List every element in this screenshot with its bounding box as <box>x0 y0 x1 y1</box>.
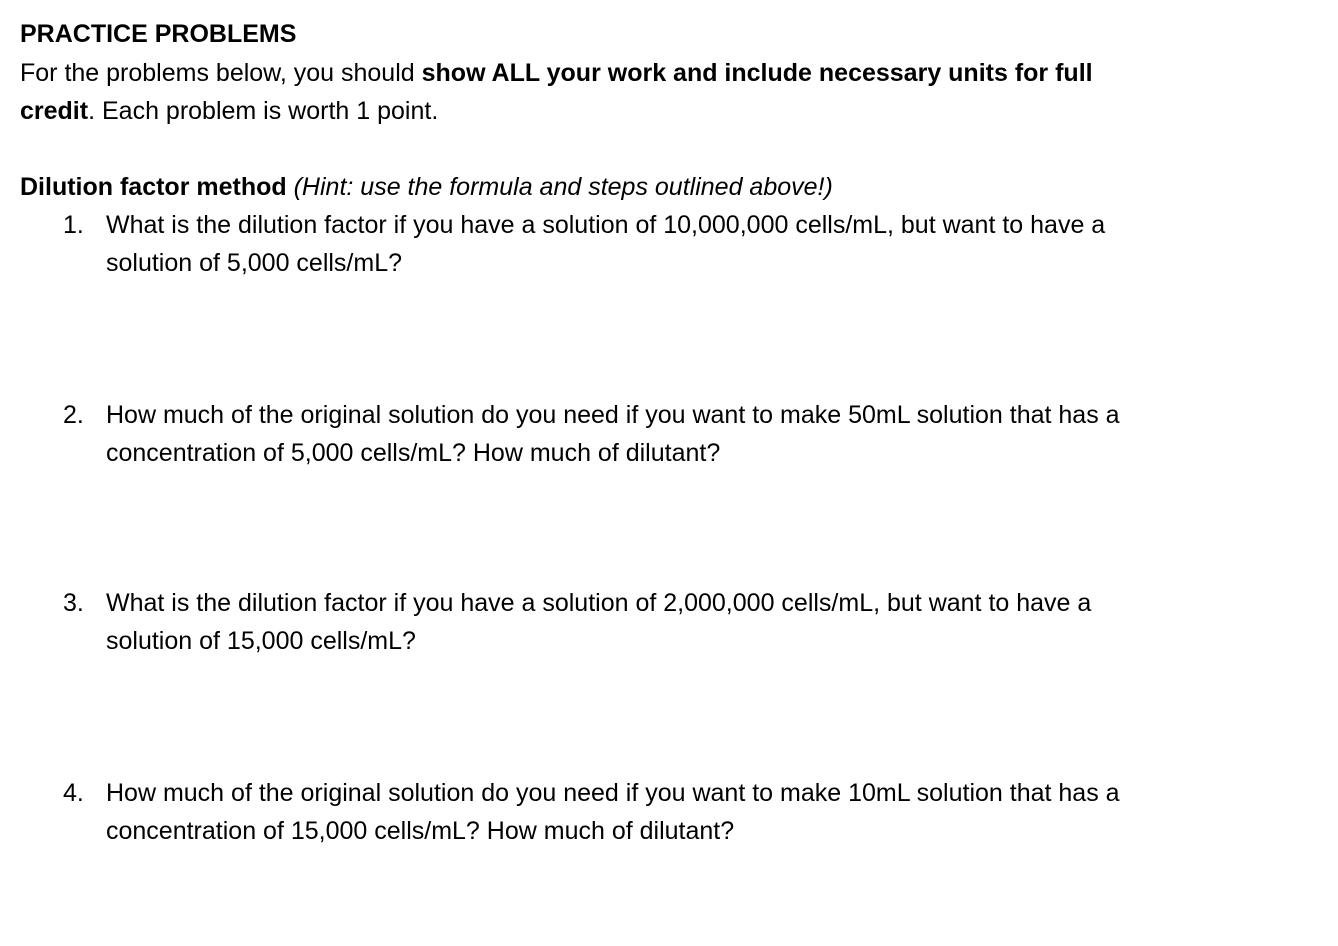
intro-text: For the problems below, you should <box>20 59 422 87</box>
problem-number: 3. <box>63 589 84 617</box>
problem-number: 1. <box>63 211 84 239</box>
problem-text: solution of 5,000 cells/mL? <box>106 249 403 277</box>
problem-number: 2. <box>63 401 84 429</box>
intro-line-2 <box>20 96 438 126</box>
problem-text: concentration of 5,000 cells/mL? How much of dilutant? <box>106 439 721 467</box>
section-hint: (Hint: use the formula and steps outlined above!) <box>293 173 833 201</box>
problem-number: 4. <box>63 779 84 807</box>
section-title: Dilution factor method <box>20 173 287 201</box>
intro-text-2: . Each problem is worth 1 point. <box>88 97 439 125</box>
intro-line-1 <box>20 58 1093 88</box>
problem-text: What is the dilution factor if you have a solution of 10,000,000 cells/mL, but want to have a <box>106 211 1106 239</box>
problem-text: How much of the original solution do you need if you want to make 10mL solution that has a <box>106 779 1120 807</box>
section-heading <box>20 172 833 202</box>
intro-bold-2: credit <box>20 97 89 125</box>
intro-bold: show ALL your work and include necessary units for full <box>421 59 1093 87</box>
problem-text: How much of the original solution do you need if you want to make 50mL solution that has a <box>106 401 1120 429</box>
problem-text: What is the dilution factor if you have a solution of 2,000,000 cells/mL, but want to have a <box>106 589 1092 617</box>
page-title: PRACTICE PROBLEMS <box>20 20 297 48</box>
problem-text: concentration of 15,000 cells/mL? How much of dilutant? <box>106 817 735 845</box>
problem-text: solution of 15,000 cells/mL? <box>106 627 416 655</box>
